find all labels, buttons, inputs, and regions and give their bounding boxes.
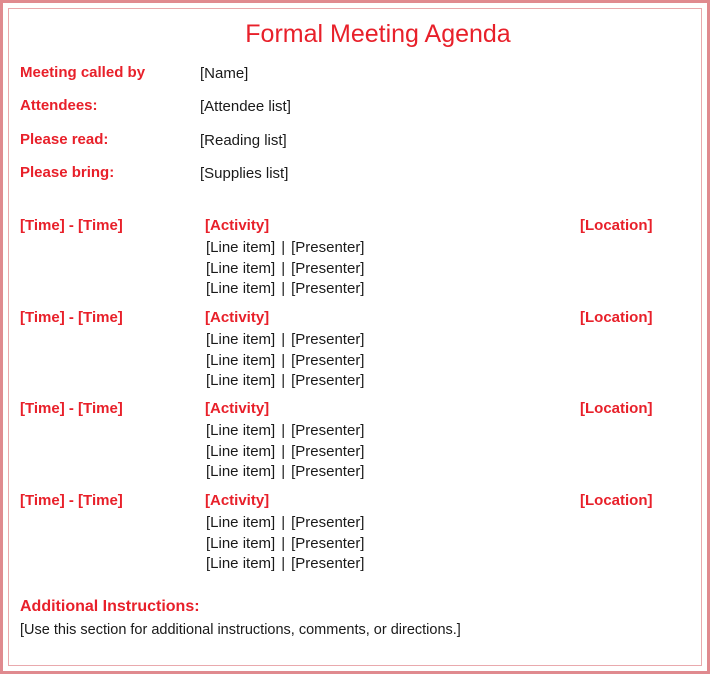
- presenter: [Presenter]: [291, 372, 365, 389]
- agenda-line-items: [206, 513, 364, 575]
- line-item-row: [206, 351, 364, 372]
- line-item-row: [206, 442, 364, 463]
- separator: |: [281, 239, 286, 256]
- line-item-row: [206, 462, 364, 483]
- separator: |: [281, 351, 286, 369]
- meeting-called-by-value: [Name]: [200, 65, 249, 82]
- line-item: [Line item]: [206, 463, 276, 480]
- line-item-row: [206, 330, 364, 351]
- line-item-row: [206, 279, 364, 300]
- agenda-location: [Location]: [580, 309, 653, 326]
- line-item: [Line item]: [206, 422, 276, 439]
- line-item: [Line item]: [206, 514, 276, 531]
- presenter: [Presenter]: [291, 351, 365, 369]
- line-item-row: [206, 554, 364, 575]
- presenter: [Presenter]: [291, 555, 365, 572]
- agenda-block: [0, 217, 710, 309]
- line-item: [Line item]: [206, 331, 276, 348]
- agenda-location: [Location]: [580, 492, 653, 509]
- line-item-row: [206, 259, 364, 280]
- agenda-time: [Time] - [Time]: [20, 492, 123, 509]
- please-read-value: [Reading list]: [200, 132, 287, 149]
- separator: |: [281, 555, 286, 572]
- line-item-row: [206, 513, 364, 534]
- presenter: [Presenter]: [291, 239, 365, 256]
- attendees-value: [Attendee list]: [200, 98, 291, 115]
- agenda-activity: [Activity]: [205, 217, 270, 234]
- please-read-label: Please read:: [20, 131, 109, 148]
- page-title: Formal Meeting Agenda: [245, 20, 511, 48]
- line-item-row: [206, 371, 364, 392]
- please-bring-label: Please bring:: [20, 164, 115, 181]
- line-item: [Line item]: [206, 259, 276, 277]
- agenda-line-items: [206, 238, 364, 300]
- presenter: [Presenter]: [291, 331, 365, 348]
- agenda-activity: [Activity]: [205, 492, 270, 509]
- agenda-line-items: [206, 330, 364, 392]
- presenter: [Presenter]: [291, 534, 365, 552]
- separator: |: [281, 442, 286, 460]
- agenda-block: [0, 309, 710, 401]
- agenda-time: [Time] - [Time]: [20, 217, 123, 234]
- separator: |: [281, 422, 286, 439]
- line-item: [Line item]: [206, 442, 276, 460]
- meeting-called-by-label: Meeting called by: [20, 64, 146, 81]
- agenda-location: [Location]: [580, 400, 653, 417]
- separator: |: [281, 534, 286, 552]
- agenda-time: [Time] - [Time]: [20, 400, 123, 417]
- line-item: [Line item]: [206, 280, 276, 297]
- separator: |: [281, 331, 286, 348]
- agenda-line-items: [206, 421, 364, 483]
- presenter: [Presenter]: [291, 280, 365, 297]
- agenda-block: [0, 492, 710, 584]
- line-item-row: [206, 534, 364, 555]
- separator: |: [281, 259, 286, 277]
- line-item: [Line item]: [206, 534, 276, 552]
- line-item-row: [206, 421, 364, 442]
- separator: |: [281, 280, 286, 297]
- agenda-activity: [Activity]: [205, 309, 270, 326]
- presenter: [Presenter]: [291, 514, 365, 531]
- please-bring-value: [Supplies list]: [200, 165, 289, 182]
- presenter: [Presenter]: [291, 463, 365, 480]
- line-item: [Line item]: [206, 239, 276, 256]
- presenter: [Presenter]: [291, 442, 365, 460]
- agenda-time: [Time] - [Time]: [20, 309, 123, 326]
- agenda-block: [0, 400, 710, 492]
- separator: |: [281, 463, 286, 480]
- line-item: [Line item]: [206, 351, 276, 369]
- agenda-location: [Location]: [580, 217, 653, 234]
- presenter: [Presenter]: [291, 422, 365, 439]
- separator: |: [281, 514, 286, 531]
- line-item-row: [206, 238, 364, 259]
- separator: |: [281, 372, 286, 389]
- additional-instructions-text: [Use this section for additional instructions, comments, or directions.]: [20, 622, 461, 638]
- agenda-activity: [Activity]: [205, 400, 270, 417]
- line-item: [Line item]: [206, 555, 276, 572]
- additional-instructions-heading: Additional Instructions:: [20, 598, 200, 615]
- line-item: [Line item]: [206, 372, 276, 389]
- attendees-label: Attendees:: [20, 97, 98, 114]
- presenter: [Presenter]: [291, 259, 365, 277]
